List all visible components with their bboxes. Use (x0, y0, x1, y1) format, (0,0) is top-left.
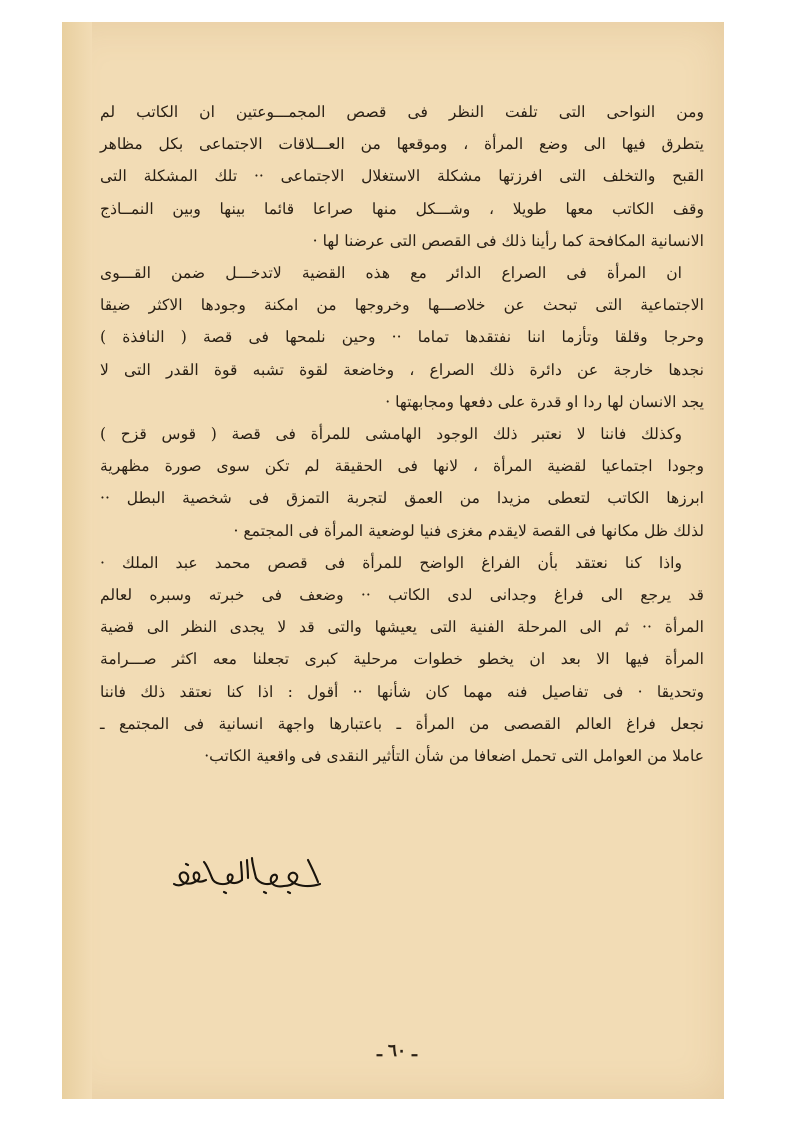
page-number: ـ ٦٠ ـ (376, 1041, 418, 1061)
text-line: الانسانية المكافحة كما رأينا ذلك فى القصص التى عرضنا لها · (312, 231, 704, 250)
text-line: عاملا من العوامل التى تحمل اضعافا من شأن التأثير النقدى فى واقعية الكاتب· (204, 747, 704, 766)
text-line: وتحديقا · فى تفاصيل فنه مهما كان شأنها ·· أقول : اذا كنا نعتقد ذلك فاننا (100, 682, 704, 701)
text-line: قد يرجع الى فراغ وجدانى لدى الكاتب ·· وضعف فى خبرته وسبره لعالم (100, 586, 704, 605)
text-line: نجعل فراغ العالم القصصى من المرأة ـ باعتبارها واجهة انسانية فى المجتمع ـ (100, 714, 704, 733)
text-line: لذلك ظل مكانها فى القصة لايقدم مغزى فنيا لوضعية المرأة فى المجتمع · (233, 521, 704, 540)
text-line: المرأة ·· ثم الى المرحلة الفنية التى يعيشها والتى قد لا يجدى النظر الى قضية (100, 618, 704, 637)
author-signature (168, 852, 328, 902)
body-text (100, 96, 704, 772)
paragraph-1 (100, 96, 704, 257)
text-line: وكذلك فاننا لا نعتبر ذلك الوجود الهامشى للمرأة فى قصة ( قوس قزح ) (100, 425, 682, 444)
text-line: وجودا اجتماعيا لقضية المرأة ، لانها فى الحقيقة لم تكن سوى صورة مظهرية (100, 457, 704, 476)
paragraph-3 (100, 418, 704, 547)
text-line: واذا كنا نعتقد بأن الفراغ الواضح للمرأة فى قصص محمد عبد الملك · (100, 553, 682, 572)
page-binding-shadow (62, 22, 92, 1099)
text-line: القبح والتخلف التى افرزتها مشكلة الاستغلال الاجتماعى ·· تلك المشكلة التى (100, 167, 704, 186)
text-line: وحرجا وقلقا وتأزما اننا نفتقدها تماما ·· وحين نلمحها فى قصة ( النافذة ) (100, 328, 704, 347)
text-line: يتطرق فيها الى وضع المرأة ، وموقعها من العـــلاقات الاجتماعى بكل مظاهر (100, 135, 704, 154)
paragraph-2 (100, 257, 704, 418)
text-line: ان المرأة فى الصراع الدائر مع هذه القضية لاتدخـــل ضمن القـــوى (100, 264, 682, 283)
text-line: المرأة فيها الا بعد ان يخطو خطوات مرحلية كبرى تجعلنا معه اكثر صـــرامة (100, 650, 704, 669)
text-line: نجدها خارجة عن دائرة ذلك الصراع ، وخاضعة لقوة تشبه قوة القدر التى لا (100, 360, 704, 379)
text-line: وقف الكاتب معها طويلا ، وشـــكل منها صراعا قائما بينها وبين النمــاذج (100, 199, 704, 218)
text-line: ومن النواحى التى تلفت النظر فى قصص المجمـــوعتين ان الكاتب لم (100, 103, 704, 121)
text-line: ابرزها الكاتب لتعطى مزيدا من العمق لتجربة التمزق فى شخصية البطل ·· (100, 489, 704, 508)
paragraph-4 (100, 547, 704, 772)
text-line: الاجتماعية التى تبحث عن خلاصـــها وخروجها من امكنة وجودها الاكثر ضيقا (100, 296, 704, 315)
text-line: يجد الانسان لها ردا او قدرة على دفعها ومجابهتها · (385, 392, 704, 411)
